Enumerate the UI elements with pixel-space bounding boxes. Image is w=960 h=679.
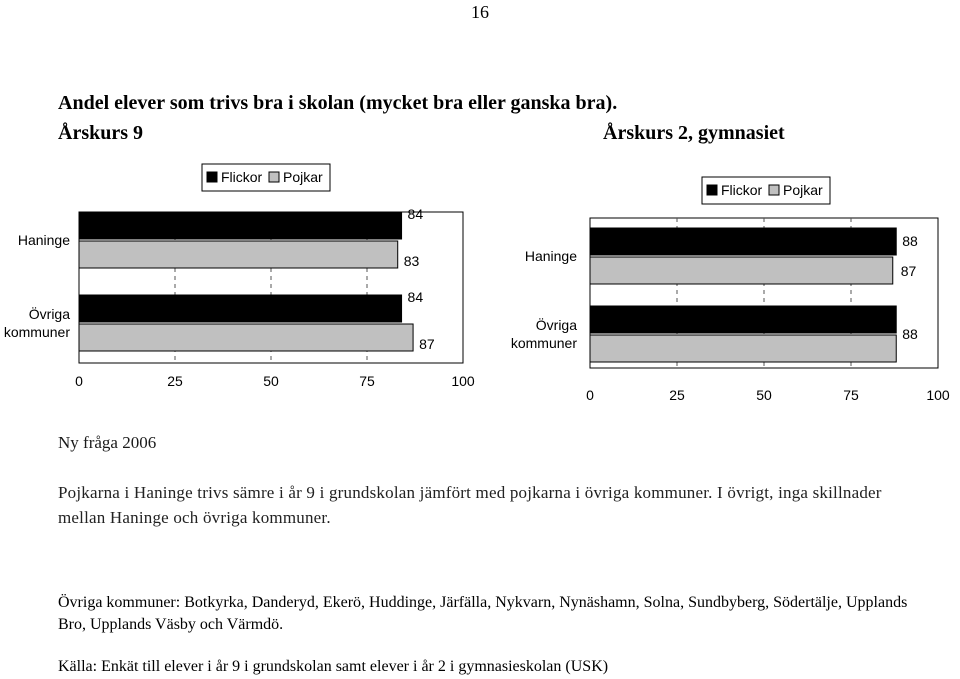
legend-swatch — [707, 185, 717, 195]
data-label: 87 — [900, 263, 917, 279]
category-label-line: Haninge — [17, 232, 70, 248]
category-label — [18, 232, 70, 248]
x-tick-label: 100 — [926, 387, 950, 403]
category-label-line: Övriga — [535, 317, 577, 333]
x-tick-label: 50 — [263, 373, 279, 389]
bar-chart-arskurs9 — [0, 150, 480, 400]
category-label-line: kommuner — [3, 324, 70, 340]
bar-pojkar — [590, 257, 893, 284]
bar-pojkar — [79, 324, 413, 351]
x-tick-label: 100 — [451, 373, 475, 389]
data-label: 88 — [902, 326, 918, 342]
x-tick-label: 75 — [359, 373, 375, 389]
municipality-list: Övriga kommuner: Botkyrka, Danderyd, Ekerö, Huddinge, Järfälla, Nykvarn, Nynäshamn, Solna, Sundbyberg, Södertälje, Upplands Bro, Upplands Väsby och Värmdö. — [58, 594, 908, 633]
chart-title-gymnasiet: Årskurs 2, gymnasiet — [603, 122, 785, 144]
category-label-line: Övriga — [28, 306, 70, 322]
category-label — [4, 305, 70, 340]
chart-title-arskurs9: Årskurs 9 — [58, 122, 144, 144]
data-label: 83 — [403, 253, 420, 269]
summary-paragraph: Pojkarna i Haninge trivs sämre i år 9 i grundskolan jämfört med pojkarna i övriga kommuner. I övrigt, inga skillnader mellan Haninge och övriga kommuner. — [58, 483, 882, 527]
source-note: Källa: Enkät till elever i år 9 i grundskolan samt elever i år 2 i gymnasieskolan (USK) — [58, 658, 609, 675]
x-tick-label: 25 — [167, 373, 183, 389]
bar-chart-gymnasiet — [480, 170, 960, 410]
category-label — [525, 248, 577, 264]
legend-label: Flickor — [721, 182, 763, 198]
legend-swatch — [769, 185, 779, 195]
data-label: 84 — [407, 206, 424, 222]
note-new-question: Ny fråga 2006 — [58, 433, 157, 452]
x-tick-label: 0 — [586, 387, 594, 403]
legend-swatch — [269, 172, 279, 182]
page-title: Andel elever som trivs bra i skolan (mycket bra eller ganska bra). — [58, 92, 618, 114]
legend-label: Flickor — [221, 169, 263, 185]
bar-pojkar — [79, 241, 398, 268]
category-label-line: Haninge — [524, 248, 577, 264]
legend-swatch — [207, 172, 217, 182]
category-label — [511, 316, 577, 351]
x-tick-label: 0 — [75, 373, 83, 389]
bar-flickor — [590, 228, 896, 255]
bar-flickor — [590, 306, 896, 333]
legend-label: Pojkar — [283, 169, 323, 185]
data-label: 88 — [902, 233, 918, 249]
bar-flickor — [79, 295, 402, 322]
page-number: 16 — [471, 2, 489, 22]
x-tick-label: 75 — [843, 387, 859, 403]
data-label: 87 — [419, 336, 435, 352]
bar-pojkar — [590, 335, 896, 362]
bar-flickor — [79, 212, 402, 239]
x-tick-label: 25 — [669, 387, 685, 403]
data-label: 84 — [407, 289, 424, 305]
category-label-line: kommuner — [510, 335, 577, 351]
x-tick-label: 50 — [756, 387, 772, 403]
legend-label: Pojkar — [783, 182, 823, 198]
